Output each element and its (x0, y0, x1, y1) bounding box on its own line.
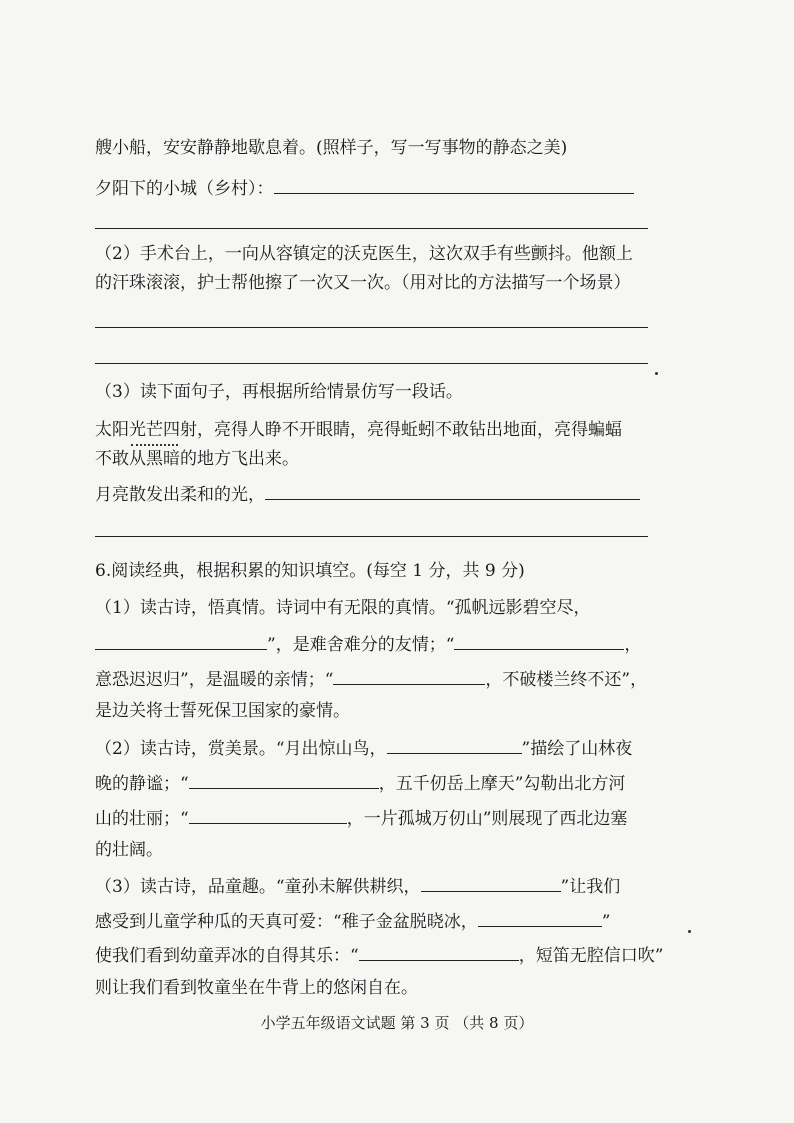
example-text: 太阳 (95, 420, 129, 440)
question-text-part: 使我们看到幼童弄冰的自得其乐：“ (95, 946, 359, 966)
question-text (95, 805, 655, 831)
answer-blank[interactable] (333, 666, 485, 685)
section-title: 6.阅读经典，根据积累的知识填空。(每空 1 分，共 9 分) (95, 561, 525, 581)
scan-speck (655, 372, 658, 375)
question-text-part: ，短笛无腔信口吹” (518, 946, 664, 966)
question-text-part: ， (624, 635, 642, 655)
question-text (95, 631, 655, 657)
question-text (95, 873, 655, 899)
answer-blank[interactable] (274, 175, 634, 194)
answer-line[interactable] (95, 327, 648, 328)
answer-blank[interactable] (421, 873, 561, 892)
question-text: 的汗珠滚滚，护士帮他擦了一次又一次。（用对比的方法描写一个场景） (95, 273, 631, 293)
question-text-part: ，五千仞岳上摩天”勾勒出北方河 (378, 774, 626, 794)
question-text (95, 770, 655, 796)
question-text-part: ”描绘了山林夜 (521, 739, 633, 759)
answer-line[interactable] (95, 363, 648, 364)
question-text-part: ，一片孤城万仞山”则展现了西北边塞 (346, 809, 628, 829)
answer-blank[interactable] (265, 481, 640, 500)
question-text: 是边关将士誓死保卫国家的豪情。 (95, 701, 350, 721)
question-text-part: ”，是难舍难分的友情；“ (267, 635, 455, 655)
prompt-label: 月亮散发出柔和的光， (95, 485, 265, 505)
question-text-part: 晚的静谧；“ (95, 774, 189, 794)
question-text (95, 666, 655, 692)
answer-line[interactable] (95, 536, 648, 537)
prompt-label: 夕阳下的小城（乡村）： (95, 179, 274, 199)
answer-blank[interactable] (478, 908, 602, 927)
answer-blank[interactable] (189, 805, 347, 824)
answer-blank[interactable] (359, 942, 519, 961)
example-sentence: 不敢从黑暗的地方飞出来。 (95, 449, 299, 469)
example-text: 射，亮得人睁不开眼睛，亮得蚯蚓不敢钻出地面，亮得蝙蝠 (180, 420, 622, 440)
question-text: （3）读下面句子，再根据所给情景仿写一段话。 (95, 382, 463, 402)
answer-line[interactable] (95, 228, 648, 229)
question-text-part: ，不破楼兰终不还”， (485, 670, 648, 690)
question-text-part: 感受到儿童学种瓜的天真可爱：“稚子金盆脱晓冰， (95, 912, 478, 932)
question-text-part: ” (601, 912, 611, 932)
question-text-part: 意恐迟迟归”，是温暖的亲情；“ (95, 670, 334, 690)
question-text: 的壮阔。 (95, 840, 163, 860)
question-text (95, 908, 655, 934)
example-sentence (95, 418, 655, 442)
question-text: （2）手术台上，一向从容镇定的沃克医生，这次双手有些颤抖。他额上 (95, 244, 633, 264)
question-text (95, 735, 655, 761)
answer-blank[interactable] (189, 770, 379, 789)
question-text (95, 942, 664, 968)
question-text: 则让我们看到牧童坐在牛背上的悠闲自在。 (95, 978, 418, 998)
emphasis-dotted-text: 光芒四 (129, 420, 180, 440)
question-text: （1）读古诗，悟真情。诗词中有无限的真情。“孤帆远影碧空尽， (95, 598, 591, 618)
question-text-part: 山的壮丽；“ (95, 809, 189, 829)
scan-speck (688, 930, 691, 933)
question-text: 艘小船，安安静静地歇息着。(照样子，写一写事物的静态之美) (95, 138, 568, 158)
question-text-part: （2）读古诗，赏美景。“月出惊山鸟， (95, 739, 387, 759)
answer-prompt (95, 481, 655, 507)
answer-blank[interactable] (387, 735, 522, 754)
answer-blank[interactable] (95, 631, 267, 650)
page-footer: 小学五年级语文试题 第 3 页 （共 8 页） (260, 1014, 534, 1032)
answer-blank[interactable] (454, 631, 624, 650)
question-text-part: （3）读古诗，品童趣。“童孙未解供耕织， (95, 877, 421, 897)
question-text-part: ”让我们 (560, 877, 621, 897)
answer-prompt (95, 175, 655, 201)
